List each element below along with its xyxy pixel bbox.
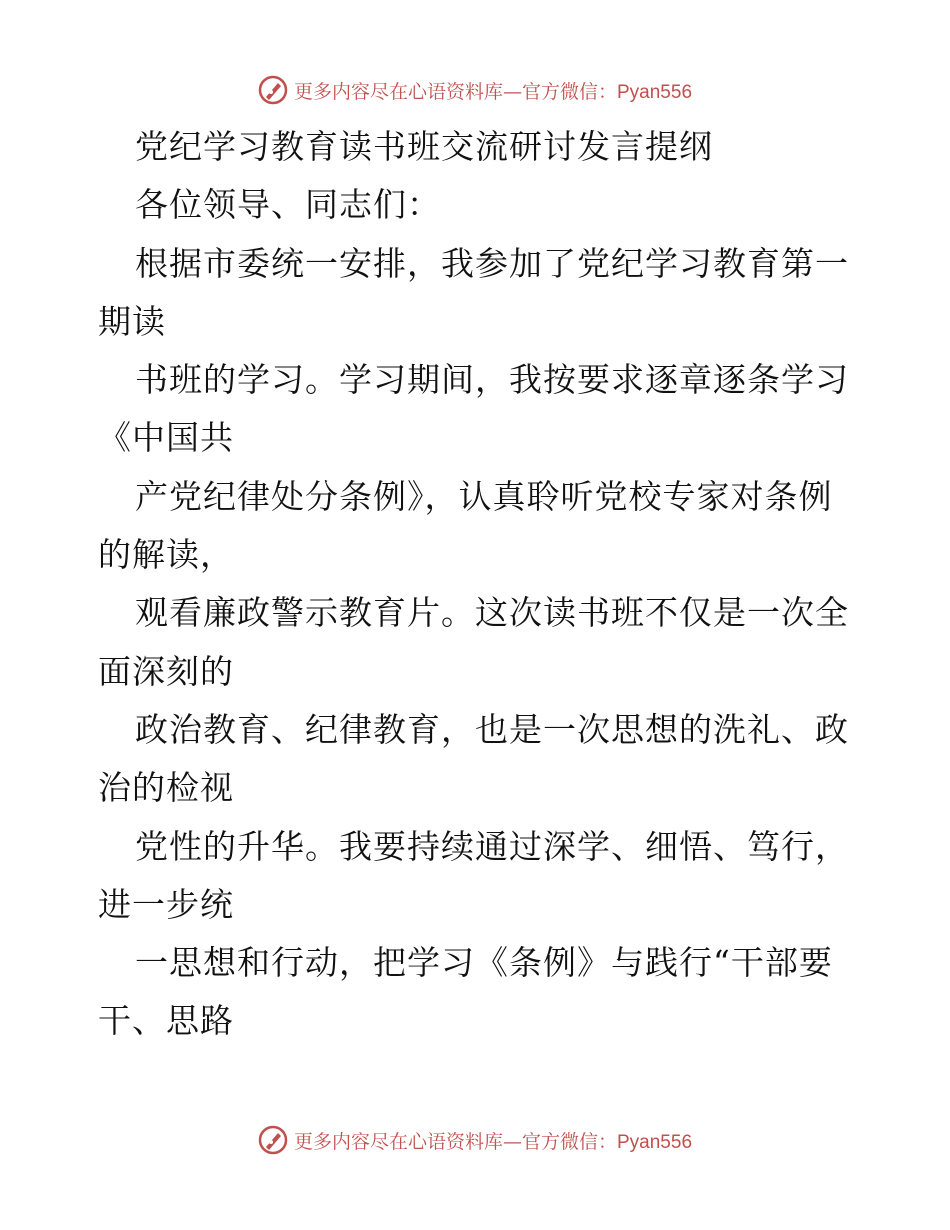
banner-text: 更多内容尽在心语资料库—官方微信：Pyan556 [293,80,693,103]
text-line: 政治教育、纪律教育，也是一次思想的洗礼、政 [135,709,849,749]
wechat-id: Pyan556 [617,81,693,103]
text-line: 进一步统 [98,884,234,924]
text-line: 观看廉政警示教育片。这次读书班不仅是一次全 [135,593,849,633]
text-line: 的解读， [98,535,234,575]
text-line: 干、思路 [98,1001,234,1041]
pen-logo-icon [258,1125,288,1155]
text-line: 根据市委统一安排，我参加了党纪学习教育第一 [135,243,849,283]
footer-banner [0,1120,950,1160]
document-body [98,118,858,1051]
text-line: 一思想和行动，把学习《条例》与践行“干部要 [135,943,833,983]
banner-text: 更多内容尽在心语资料库—官方微信：Pyan556 [293,1130,693,1153]
text-line: 治的检视 [98,768,234,808]
text-line: 产党纪律处分条例》，认真聆听党校专家对条例 [135,476,833,516]
document-title: 党纪学习教育读书班交流研讨发言提纲 [135,127,713,166]
text-line: 各位领导、同志们： [135,185,441,225]
pen-logo-icon [258,75,288,105]
wechat-id: Pyan556 [617,1131,693,1153]
header-banner [0,70,950,110]
text-line: 党性的升华。我要持续通过深学、细悟、笃行， [135,826,849,866]
text-line: 《中国共 [98,418,234,458]
text-line: 期读 [98,301,166,341]
text-line: 面深刻的 [98,651,234,691]
text-line: 书班的学习。学习期间，我按要求逐章逐条学习 [135,360,849,400]
